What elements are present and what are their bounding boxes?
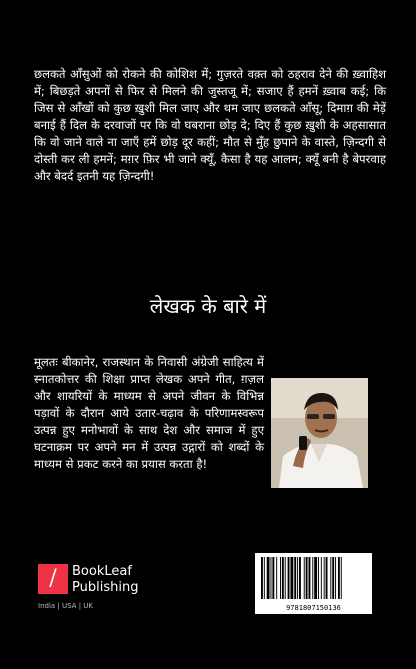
publisher-name-line1: BookLeaf xyxy=(72,564,132,579)
author-bio: मूलतः बीकानेर, राजस्थान के निवासी अंग्रेजी साहित्य में स्नातकोत्तर की शिक्षा प्राप्त लेखक अपने गीत, ग़ज़ल और शायरियों के माध्यम से अपने जीवन के विभिन्न पड़ावों के दौरान आये उतार-चढ़ाव के परिणामस्वरूप उत्पन्न हुए मनोभावों के साथ देश और समाज में हुए घटनाक्रम पर अपने मन में उत्पन्न उद्गारों को शब्दों के माध्यम से प्रकट करने का प्रयास करता है! xyxy=(34,355,264,471)
barcode-bars xyxy=(255,553,372,603)
isbn-barcode xyxy=(255,553,372,614)
author-photo xyxy=(271,378,368,488)
isbn-number: 9781807150136 xyxy=(286,604,341,612)
author-portrait-image xyxy=(271,378,368,488)
publisher-name-line2: Publishing xyxy=(72,580,139,595)
back-cover-blurb: छलकते आँसुओं को रोकने की कोशिश में; गुज़रते वक़्त को ठहराव देने की ख़्वाहिश में; बिछड़ते अपनों से फिर से मिलने की जुस्तजू में; सजाए हैं हमनें ख़्वाब कई; कि जिस से आँखों को कुछ ख़ुशी मिल जाए और थम जाए छलकते आँसू; दिमाग़ की मेड़ें बनाई हैं दिल के दरवाजों पर कि वो घबराना छोड़ दे; दिए हैं कुछ ख़ुशी के अहसासात कि वो जाने वाले ना जाएँ हमें छोड़ दूर कहीं; मौत से मुँह छुपाने के वास्ते, ज़िन्दगी से दोस्ती कर ली हमनें; मग़र फ़िर भी जाने क्यूँ, कैसा है यह आलम; क्यूँ बनी है बेपरवाह और बेदर्द इतनी यह ज़िन्दगी! xyxy=(34,67,386,183)
publisher-locations: India | USA | UK xyxy=(38,602,93,610)
about-author-heading: लेखक के बारे में xyxy=(149,294,267,318)
booklead-slash-icon: / xyxy=(38,564,68,594)
